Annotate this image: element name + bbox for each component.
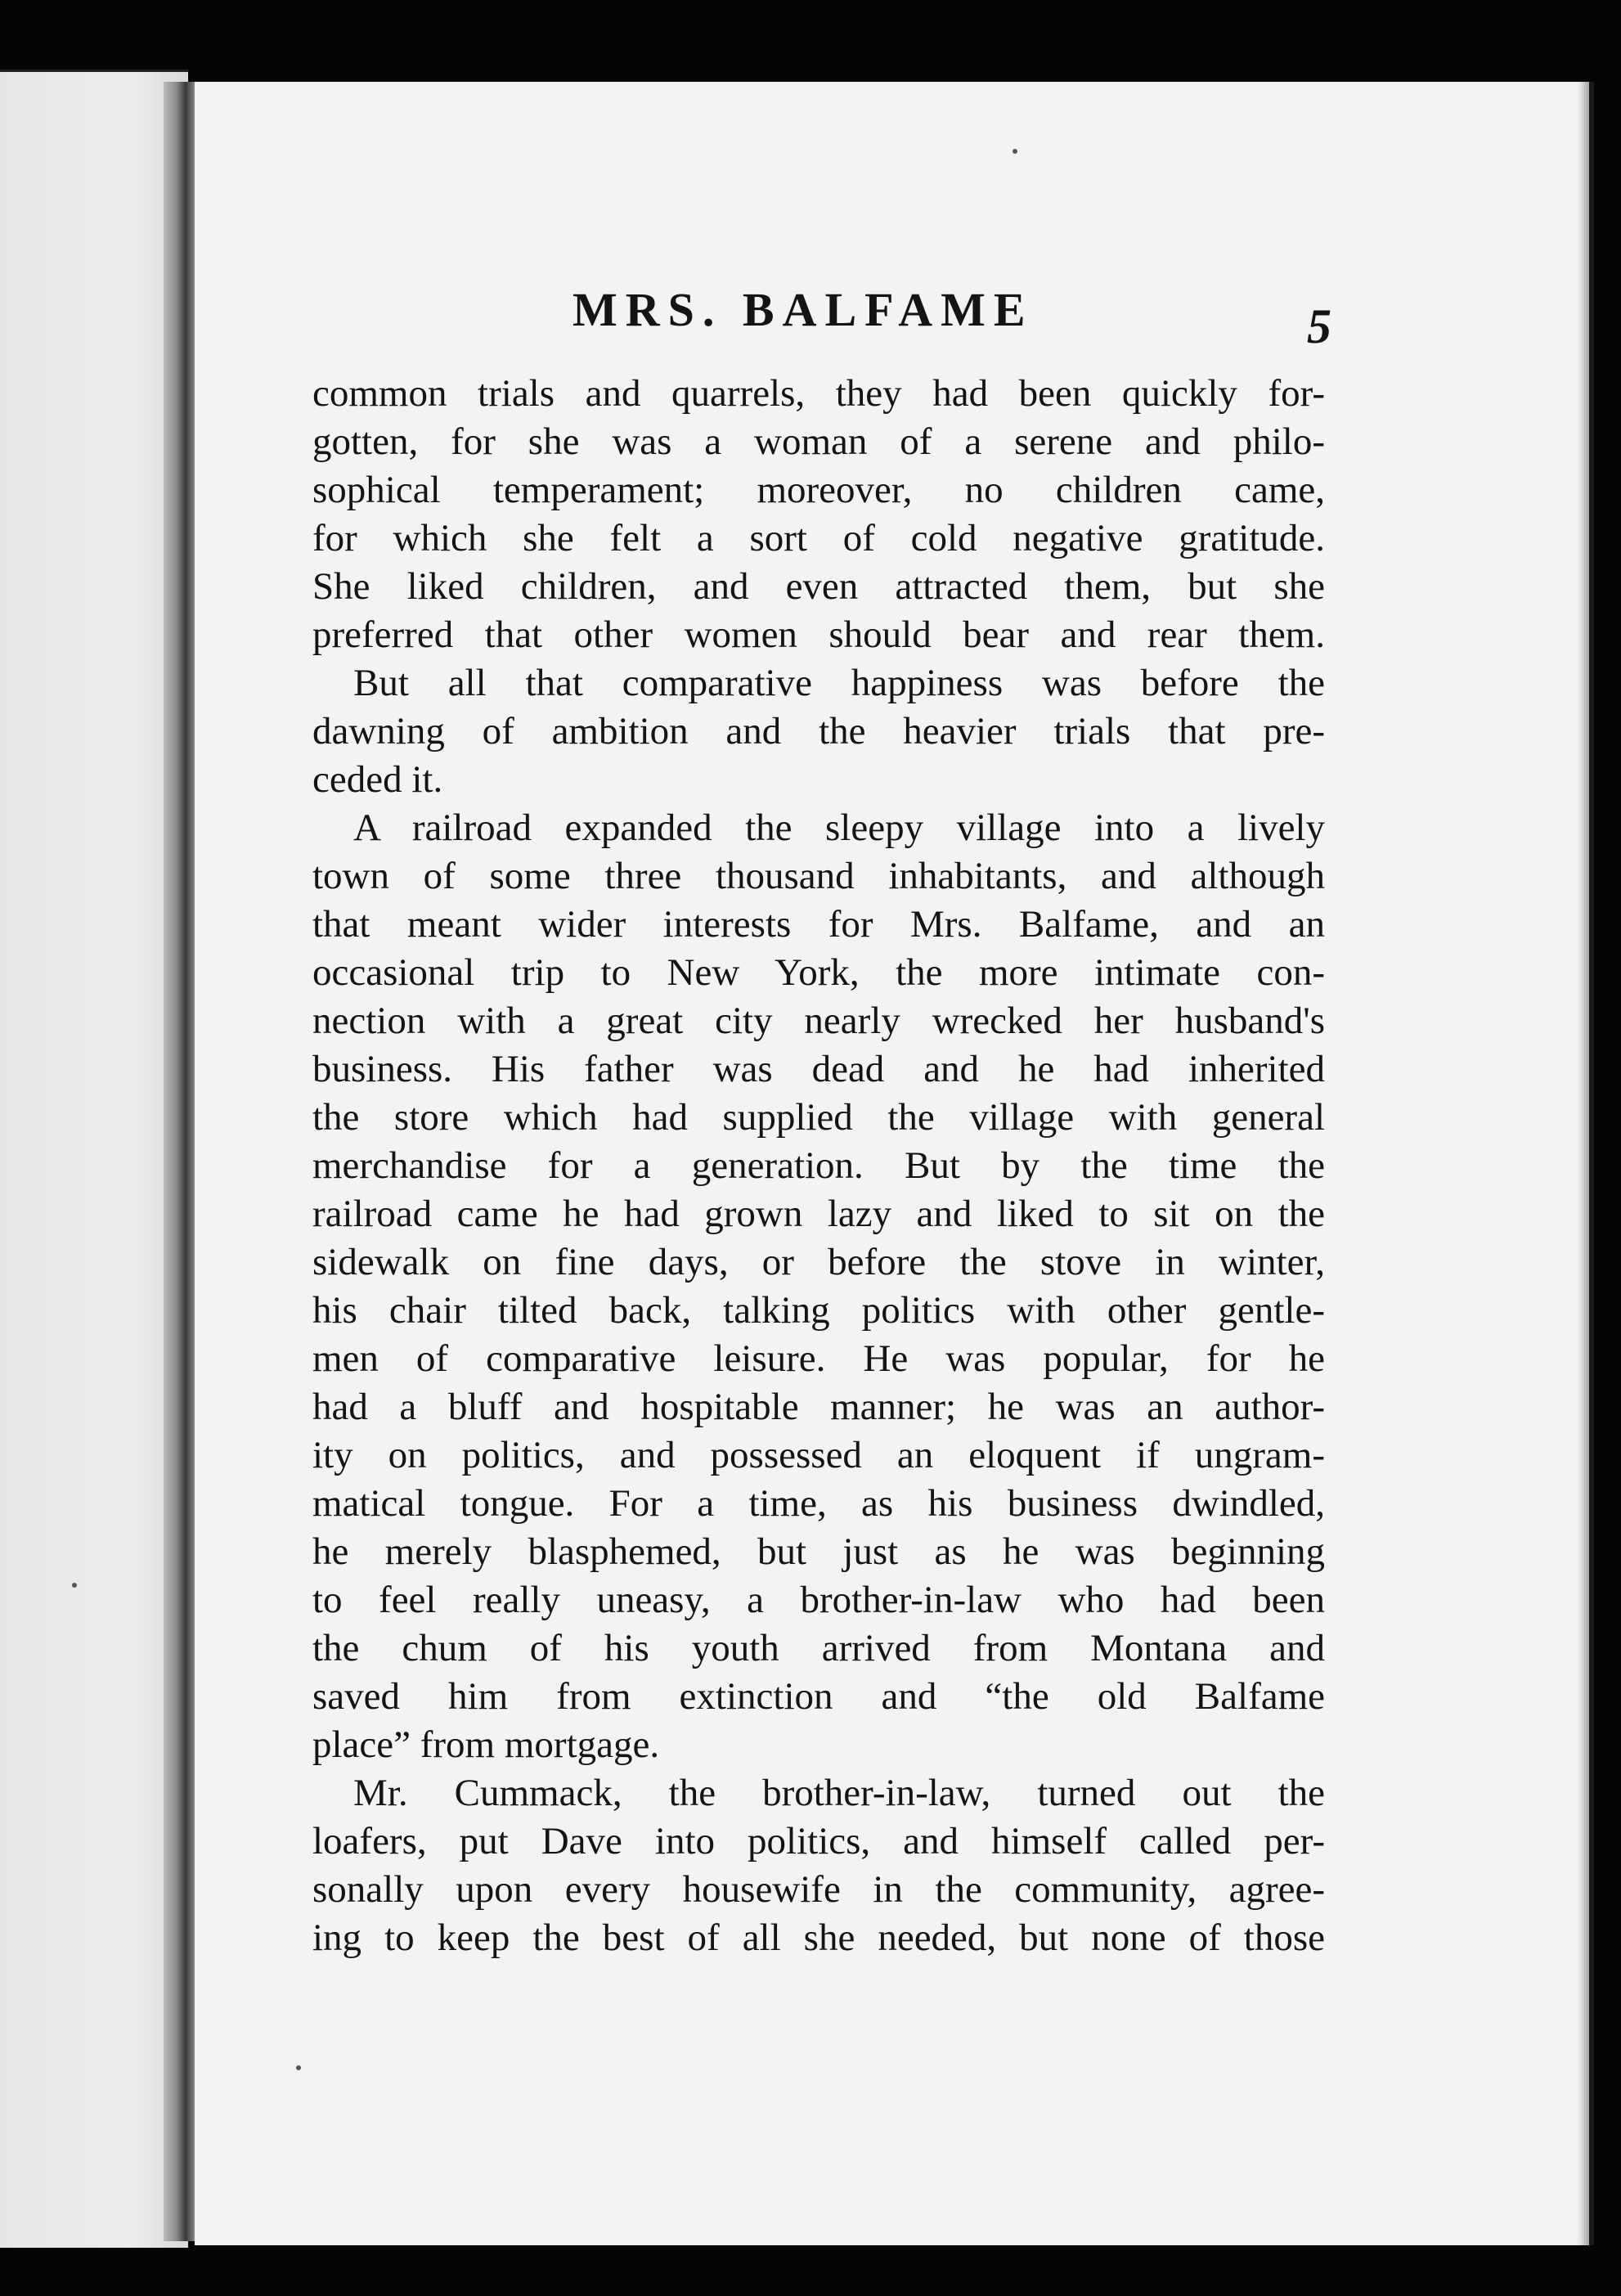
text-line: saved him from extinction and “the old Balfame [312, 1675, 1325, 1718]
text-line: matical tongue. For a time, as his business dwindled, [312, 1482, 1325, 1525]
text-line: nection with a great city nearly wrecked her husband's [312, 1000, 1325, 1042]
text-line: that meant wider interests for Mrs. Balfame, and an [312, 903, 1325, 946]
text-line: sonally upon every housewife in the community, agree- [312, 1868, 1325, 1911]
text-line: ceded it. [312, 758, 443, 801]
text-line: She liked children, and even attracted them, but she [312, 565, 1325, 608]
text-line: railroad came he had grown lazy and liked to sit on the [312, 1193, 1325, 1235]
text-line: A railroad expanded the sleepy village into a lively [353, 807, 1325, 849]
text-line: sophical temperament; moreover, no children came, [312, 469, 1325, 511]
text-line: common trials and quarrels, they had been quickly for- [312, 372, 1325, 415]
scan-speck [1013, 149, 1017, 154]
text-line: he merely blasphemed, but just as he was beginning [312, 1530, 1325, 1573]
text-line: dawning of ambition and the heavier trials that pre- [312, 710, 1325, 753]
text-line: for which she felt a sort of cold negative gratitude. [312, 517, 1325, 559]
scan-speck [296, 2065, 301, 2070]
text-line: ing to keep the best of all she needed, but none of those [312, 1916, 1325, 1959]
text-line: loafers, put Dave into politics, and himself called per- [312, 1820, 1325, 1862]
text-line: the chum of his youth arrived from Montana and [312, 1627, 1325, 1669]
running-head: MRS. BALFAME [573, 283, 1034, 336]
text-line: ity on politics, and possessed an eloquent if ungram- [312, 1434, 1325, 1476]
left-page-edge [0, 70, 188, 2248]
text-line: had a bluff and hospitable manner; he was an author- [312, 1386, 1325, 1428]
text-line: preferred that other women should bear and rear them. [312, 613, 1325, 656]
text-line: his chair tilted back, talking politics with other gentle- [312, 1289, 1325, 1332]
text-line: to feel really uneasy, a brother-in-law who had been [312, 1579, 1325, 1621]
scan-speck [72, 1583, 77, 1588]
text-line: But all that comparative happiness was before the [353, 662, 1325, 704]
text-line: Mr. Cummack, the brother-in-law, turned out the [353, 1772, 1325, 1814]
text-line: merchandise for a generation. But by the time the [312, 1144, 1325, 1187]
text-line: gotten, for she was a woman of a serene and philo- [312, 420, 1325, 463]
page-body-text [312, 370, 1325, 1962]
text-line: town of some three thousand inhabitants, and although [312, 855, 1325, 897]
text-line: men of comparative leisure. He was popular, for he [312, 1337, 1325, 1380]
page-number: 5 [1307, 299, 1331, 353]
text-line: place” from mortgage. [312, 1723, 660, 1766]
text-line: the store which had supplied the village with general [312, 1096, 1325, 1139]
text-line: occasional trip to New York, the more intimate con- [312, 951, 1325, 994]
text-line: business. His father was dead and he had inherited [312, 1048, 1325, 1090]
text-line: sidewalk on fine days, or before the stove in winter, [312, 1241, 1325, 1283]
